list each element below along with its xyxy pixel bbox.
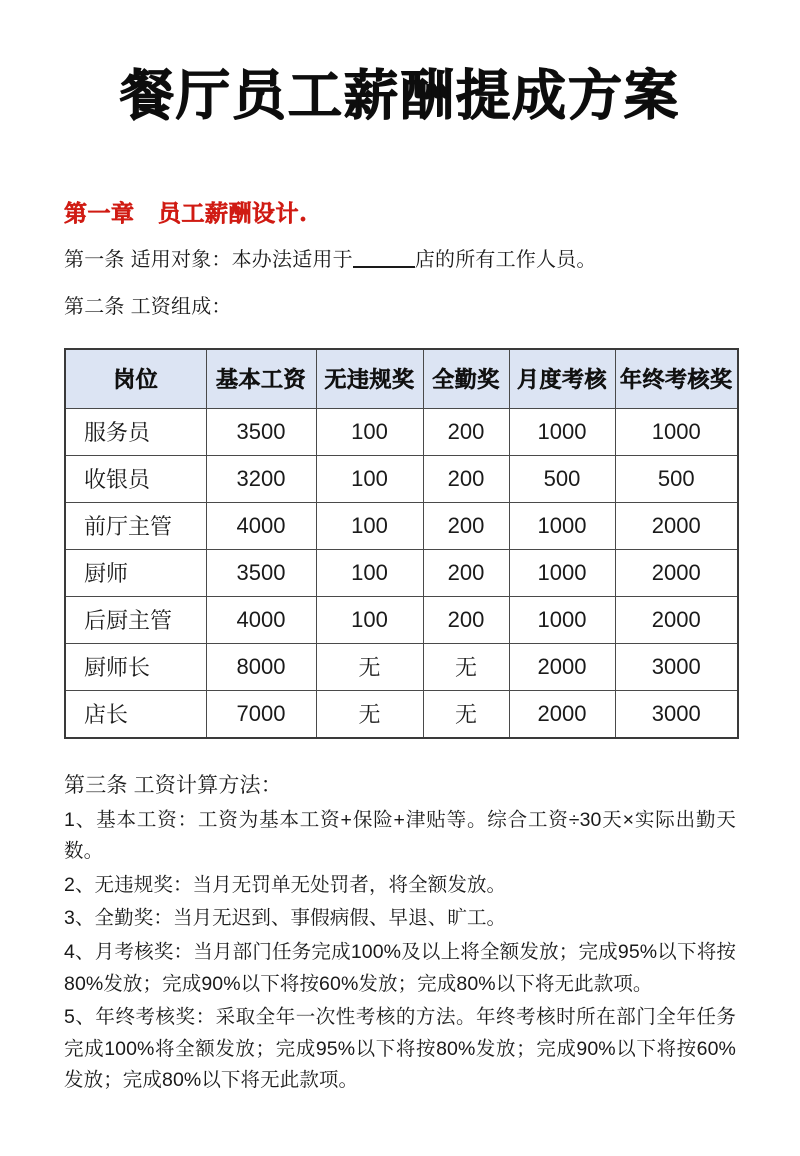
table-row — [65, 690, 738, 738]
cell-base-salary: 4000 — [206, 502, 316, 549]
cell-attendance-bonus: 200 — [423, 596, 509, 643]
cell-monthly-review: 1000 — [509, 549, 615, 596]
cell-base-salary: 3500 — [206, 549, 316, 596]
clause-two — [64, 275, 736, 322]
cell-annual-review-bonus: 500 — [615, 455, 738, 502]
cell-monthly-review: 2000 — [509, 690, 615, 738]
cell-annual-review-bonus: 1000 — [615, 408, 738, 455]
cell-post: 后厨主管 — [65, 596, 206, 643]
cell-no-violation-bonus: 100 — [316, 549, 423, 596]
cell-base-salary: 3200 — [206, 455, 316, 502]
cell-no-violation-bonus: 100 — [316, 455, 423, 502]
cell-post: 服务员 — [65, 408, 206, 455]
clause-one-text-after: 店的所有工作人员。 — [414, 248, 597, 271]
cell-monthly-review: 1000 — [509, 596, 615, 643]
cell-base-salary: 7000 — [206, 690, 316, 738]
cell-no-violation-bonus: 100 — [316, 596, 423, 643]
column-header-no-violation-bonus: 无违规奖 — [316, 349, 423, 409]
clause-two-label: 第二条 — [64, 295, 125, 318]
list-item: 2、无违规奖：当月无罚单无处罚者，将全额发放。 — [64, 873, 507, 896]
cell-post: 厨师 — [65, 549, 206, 596]
cell-no-violation-bonus: 100 — [316, 502, 423, 549]
cell-monthly-review: 500 — [509, 455, 615, 502]
cell-annual-review-bonus: 2000 — [615, 596, 738, 643]
page-title: 餐厅员工薪酬提成方案 — [120, 64, 680, 127]
table-row — [65, 643, 738, 690]
list-item: 4、月考核奖：当月部门任务完成100%及以上将全额发放；完成95%以下将按80%发放；完成90%以下将按60%发放；完成80%以下将无此款项。 — [64, 941, 736, 995]
cell-no-violation-bonus: 100 — [316, 408, 423, 455]
cell-attendance-bonus: 无 — [423, 643, 509, 690]
cell-monthly-review: 2000 — [509, 643, 615, 690]
list-item: 3、全勤奖：当月无迟到、事假病假、早退、旷工。 — [64, 907, 507, 930]
clause-two-text: 工资组成： — [130, 295, 232, 318]
clause-one-label: 第一条 — [64, 248, 125, 271]
cell-base-salary: 8000 — [206, 643, 316, 690]
cell-attendance-bonus: 200 — [423, 549, 509, 596]
cell-annual-review-bonus: 2000 — [615, 502, 738, 549]
column-header-base-salary: 基本工资 — [206, 349, 316, 409]
salary-table-head — [65, 349, 738, 409]
cell-attendance-bonus: 200 — [423, 455, 509, 502]
salary-table-body — [65, 408, 738, 738]
cell-post: 店长 — [65, 690, 206, 738]
clause-three — [64, 739, 736, 799]
salary-table-container — [64, 322, 736, 739]
table-row — [65, 596, 738, 643]
salary-calculation-method-list — [64, 799, 736, 1097]
cell-attendance-bonus: 200 — [423, 408, 509, 455]
clause-one-text-before: 适用对象：本办法适用于 — [130, 248, 353, 271]
cell-base-salary: 3500 — [206, 408, 316, 455]
cell-attendance-bonus: 无 — [423, 690, 509, 738]
cell-no-violation-bonus: 无 — [316, 643, 423, 690]
cell-base-salary: 4000 — [206, 596, 316, 643]
salary-table — [64, 348, 739, 739]
column-header-attendance-bonus: 全勤奖 — [423, 349, 509, 409]
cell-attendance-bonus: 200 — [423, 502, 509, 549]
cell-post: 前厅主管 — [65, 502, 206, 549]
table-row — [65, 408, 738, 455]
column-header-annual-review-bonus: 年终考核奖 — [615, 349, 738, 409]
column-header-post: 岗位 — [65, 349, 206, 409]
clause-three-label: 第三条 — [64, 773, 128, 797]
cell-monthly-review: 1000 — [509, 408, 615, 455]
table-row — [65, 549, 738, 596]
cell-post: 收银员 — [65, 455, 206, 502]
cell-post: 厨师长 — [65, 643, 206, 690]
chapter-heading: 第一章 员工薪酬设计. — [64, 199, 308, 227]
table-row — [65, 502, 738, 549]
column-header-monthly-review: 月度考核 — [509, 349, 615, 409]
table-row — [65, 455, 738, 502]
store-name-blank[interactable] — [353, 266, 415, 268]
cell-annual-review-bonus: 2000 — [615, 549, 738, 596]
list-item: 5、年终考核奖：采取全年一次性考核的方法。年终考核时所在部门全年任务完成100%将全额发放；完成95%以下将按80%发放；完成90%以下将按60%发放；完成80%以下将无此款项。 — [64, 1006, 736, 1092]
table-header-row — [65, 349, 738, 409]
clause-one — [64, 228, 736, 275]
clause-three-text: 工资计算方法： — [133, 773, 283, 797]
cell-no-violation-bonus: 无 — [316, 690, 423, 738]
cell-monthly-review: 1000 — [509, 502, 615, 549]
cell-annual-review-bonus: 3000 — [615, 690, 738, 738]
cell-annual-review-bonus: 3000 — [615, 643, 738, 690]
list-item: 1、基本工资：工资为基本工资+保险+津贴等。综合工资÷30天×实际出勤天数。 — [64, 808, 736, 863]
